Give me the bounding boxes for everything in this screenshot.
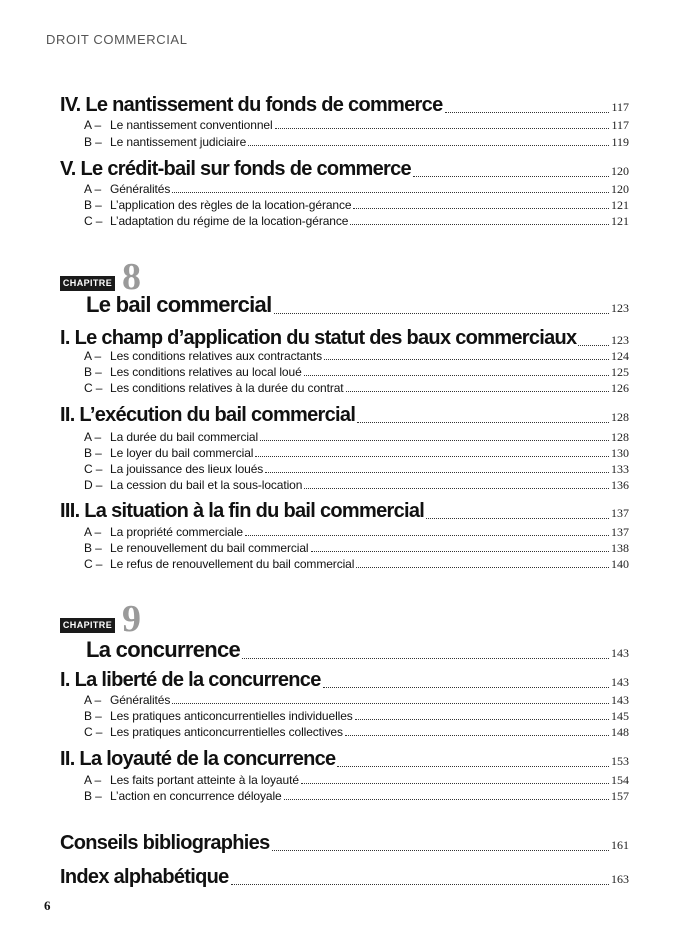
dot-leader (355, 718, 609, 720)
dot-leader (284, 798, 609, 800)
toc-entry-title: Les conditions relatives aux contractants (110, 349, 323, 363)
toc-entry-section[interactable] (60, 94, 629, 117)
toc-page-number: 130 (611, 446, 629, 460)
chapter-number: 9 (122, 598, 141, 640)
toc-page-number: 133 (611, 462, 629, 476)
toc-entry-title: Généralités (110, 182, 171, 196)
toc-entry-title: Généralités (110, 693, 171, 707)
dot-leader (324, 358, 609, 360)
dot-leader (350, 223, 609, 225)
chapter-badge: CHAPITRE (60, 276, 115, 291)
toc-entry-title: Les pratiques anticoncurrentielles individuelles (110, 709, 353, 723)
toc-page-number: 137 (611, 525, 629, 539)
subsection-letter: A – (84, 430, 102, 444)
dot-leader (413, 175, 609, 177)
toc-page-number: 125 (611, 365, 629, 379)
subsection-letter: B – (84, 198, 102, 212)
toc-entry-title: V. Le crédit-bail sur fonds de commerce (60, 158, 411, 180)
dot-leader (260, 439, 609, 441)
dot-leader (357, 421, 609, 423)
subsection-letter: A – (84, 349, 102, 363)
toc-entry-title: I. Le champ d’application du statut des baux commerciaux (60, 327, 577, 349)
toc-entry-title: III. La situation à la fin du bail commercial (60, 500, 425, 522)
chapter-title: Le bail commercial (86, 292, 272, 317)
toc-page-number: 117 (611, 118, 629, 132)
toc-entry-subsection[interactable] (84, 118, 629, 133)
toc-entry-subsection[interactable] (84, 709, 629, 724)
dot-leader (301, 782, 609, 784)
toc-entry-title: Index alphabétique (60, 866, 229, 888)
dot-leader (426, 517, 609, 519)
toc-page-number: 121 (611, 214, 629, 228)
subsection-letter: B – (84, 446, 102, 460)
subsection-letter: C – (84, 557, 103, 571)
toc-entry-subsection[interactable] (84, 182, 629, 197)
toc-entry-title: II. L’exécution du bail commercial (60, 404, 356, 426)
dot-leader (346, 390, 609, 392)
toc-entry-subsection[interactable] (84, 198, 629, 213)
dot-leader (255, 455, 609, 457)
toc-page-number: 119 (611, 135, 629, 149)
toc-page-number: 145 (611, 709, 629, 723)
toc-entry-subsection[interactable] (84, 478, 629, 493)
dot-leader (248, 144, 609, 146)
toc-entry-title: Le nantissement judiciaire (110, 135, 247, 149)
dot-leader (445, 111, 610, 113)
dot-leader (172, 191, 609, 193)
toc-entry-subsection[interactable] (84, 349, 629, 364)
subsection-letter: C – (84, 381, 103, 395)
toc-entry-subsection[interactable] (84, 446, 629, 461)
toc-entry-title: II. La loyauté de la concurrence (60, 748, 336, 770)
toc-entry-section[interactable] (60, 404, 629, 427)
toc-page-number: 123 (611, 301, 629, 315)
subsection-letter: A – (84, 525, 102, 539)
toc-entry-title: L’adaptation du régime de la location-gérance (110, 214, 349, 228)
toc-page-number: 154 (611, 773, 629, 787)
toc-entry-subsection[interactable] (84, 381, 629, 396)
subsection-letter: A – (84, 693, 102, 707)
subsection-letter: A – (84, 118, 102, 132)
toc-page-number: 143 (611, 693, 629, 707)
toc-page-number: 161 (611, 838, 629, 852)
subsection-letter: A – (84, 773, 102, 787)
dot-leader (242, 657, 609, 659)
subsection-letter: B – (84, 135, 102, 149)
toc-entry-title: IV. Le nantissement du fonds de commerce (60, 94, 443, 116)
toc-entry-subsection[interactable] (84, 557, 629, 572)
toc-entry-title: La propriété commerciale (110, 525, 243, 539)
toc-page-number: 140 (611, 557, 629, 571)
dot-leader (231, 883, 609, 885)
dot-leader (274, 312, 610, 314)
toc-entry-subsection[interactable] (84, 789, 629, 804)
toc-entry-title: Conseils bibliographies (60, 832, 270, 854)
toc-page-number: 137 (611, 506, 629, 520)
toc-entry-subsection[interactable] (84, 725, 629, 740)
toc-page-number: 143 (611, 646, 629, 660)
dot-leader (172, 702, 609, 704)
toc-page-number: 117 (611, 100, 629, 114)
toc-entry-subsection[interactable] (84, 693, 629, 708)
dot-leader (345, 734, 609, 736)
subsection-letter: B – (84, 365, 102, 379)
toc-page-number: 143 (611, 675, 629, 689)
toc-entry-subsection[interactable] (84, 214, 629, 229)
toc-entry-title: Le loyer du bail commercial (110, 446, 254, 460)
toc-page-number: 126 (611, 381, 629, 395)
toc-page-number: 128 (611, 410, 629, 424)
dot-leader (353, 207, 609, 209)
subsection-letter: B – (84, 789, 102, 803)
subsection-letter: C – (84, 462, 103, 476)
toc-entry-title: Le renouvellement du bail commercial (110, 541, 309, 555)
dot-leader (356, 566, 609, 568)
toc-page-number: 138 (611, 541, 629, 555)
toc-entry-section[interactable] (60, 327, 629, 350)
toc-entry-title: Le refus de renouvellement du bail commercial (110, 557, 355, 571)
toc-entry-title: L’action en concurrence déloyale (110, 789, 282, 803)
dot-leader (304, 487, 609, 489)
chapter-number: 8 (122, 256, 141, 298)
toc-entry-title: Les conditions relatives à la durée du contrat (110, 381, 344, 395)
toc-entry-section[interactable] (60, 748, 629, 771)
toc-page-number: 123 (611, 333, 629, 347)
dot-leader (265, 471, 609, 473)
toc-entry-title: Les pratiques anticoncurrentielles collectives (110, 725, 343, 739)
toc-entry-title: L’application des règles de la location-gérance (110, 198, 352, 212)
toc-entry-subsection[interactable] (84, 365, 629, 380)
toc-page-number: 124 (611, 349, 629, 363)
toc-page-number: 121 (611, 198, 629, 212)
toc-entry-title: Les faits portant atteinte à la loyauté (110, 773, 299, 787)
toc-entry-chapter[interactable] (86, 637, 629, 663)
toc-entry-section[interactable] (60, 669, 629, 692)
toc-entry-title: La jouissance des lieux loués (110, 462, 264, 476)
toc-page-number: 148 (611, 725, 629, 739)
chapter-badge: CHAPITRE (60, 618, 115, 633)
subsection-letter: C – (84, 214, 103, 228)
subsection-letter: A – (84, 182, 102, 196)
toc-entry-subsection[interactable] (84, 135, 629, 150)
toc-entry-title: Les conditions relatives au local loué (110, 365, 302, 379)
toc-entry-subsection[interactable] (84, 430, 629, 445)
dot-leader (304, 374, 609, 376)
dot-leader (275, 127, 610, 129)
toc-entry-subsection[interactable] (84, 541, 629, 556)
toc-entry-chapter[interactable] (86, 292, 629, 318)
running-title: DROIT COMMERCIAL (46, 32, 188, 47)
toc-entry-bibliography[interactable] (60, 832, 629, 855)
toc-entry-section[interactable] (60, 500, 629, 523)
subsection-letter: C – (84, 725, 103, 739)
dot-leader (323, 686, 609, 688)
toc-entry-subsection[interactable] (84, 525, 629, 540)
toc-page-number: 120 (611, 182, 629, 196)
toc-entry-title: Le nantissement conventionnel (110, 118, 273, 132)
toc-page-number: 153 (611, 754, 629, 768)
dot-leader (337, 765, 609, 767)
subsection-letter: D – (84, 478, 103, 492)
dot-leader (578, 344, 609, 346)
chapter-title: La concurrence (86, 637, 241, 662)
toc-page-number: 163 (611, 872, 629, 886)
subsection-letter: B – (84, 541, 102, 555)
toc-entry-index[interactable] (60, 866, 629, 889)
toc-entry-title: I. La liberté de la concurrence (60, 669, 321, 691)
subsection-letter: B – (84, 709, 102, 723)
toc-entry-title: La cession du bail et la sous-location (110, 478, 303, 492)
toc-page-number: 136 (611, 478, 629, 492)
page-number: 6 (44, 898, 51, 913)
toc-page-number: 157 (611, 789, 629, 803)
dot-leader (245, 534, 609, 536)
dot-leader (272, 849, 610, 851)
toc-entry-subsection[interactable] (84, 773, 629, 788)
toc-entry-title: La durée du bail commercial (110, 430, 259, 444)
toc-entry-subsection[interactable] (84, 462, 629, 477)
toc-entry-section[interactable] (60, 158, 629, 181)
dot-leader (311, 550, 609, 552)
toc-page-number: 128 (611, 430, 629, 444)
toc-page-number: 120 (611, 164, 629, 178)
